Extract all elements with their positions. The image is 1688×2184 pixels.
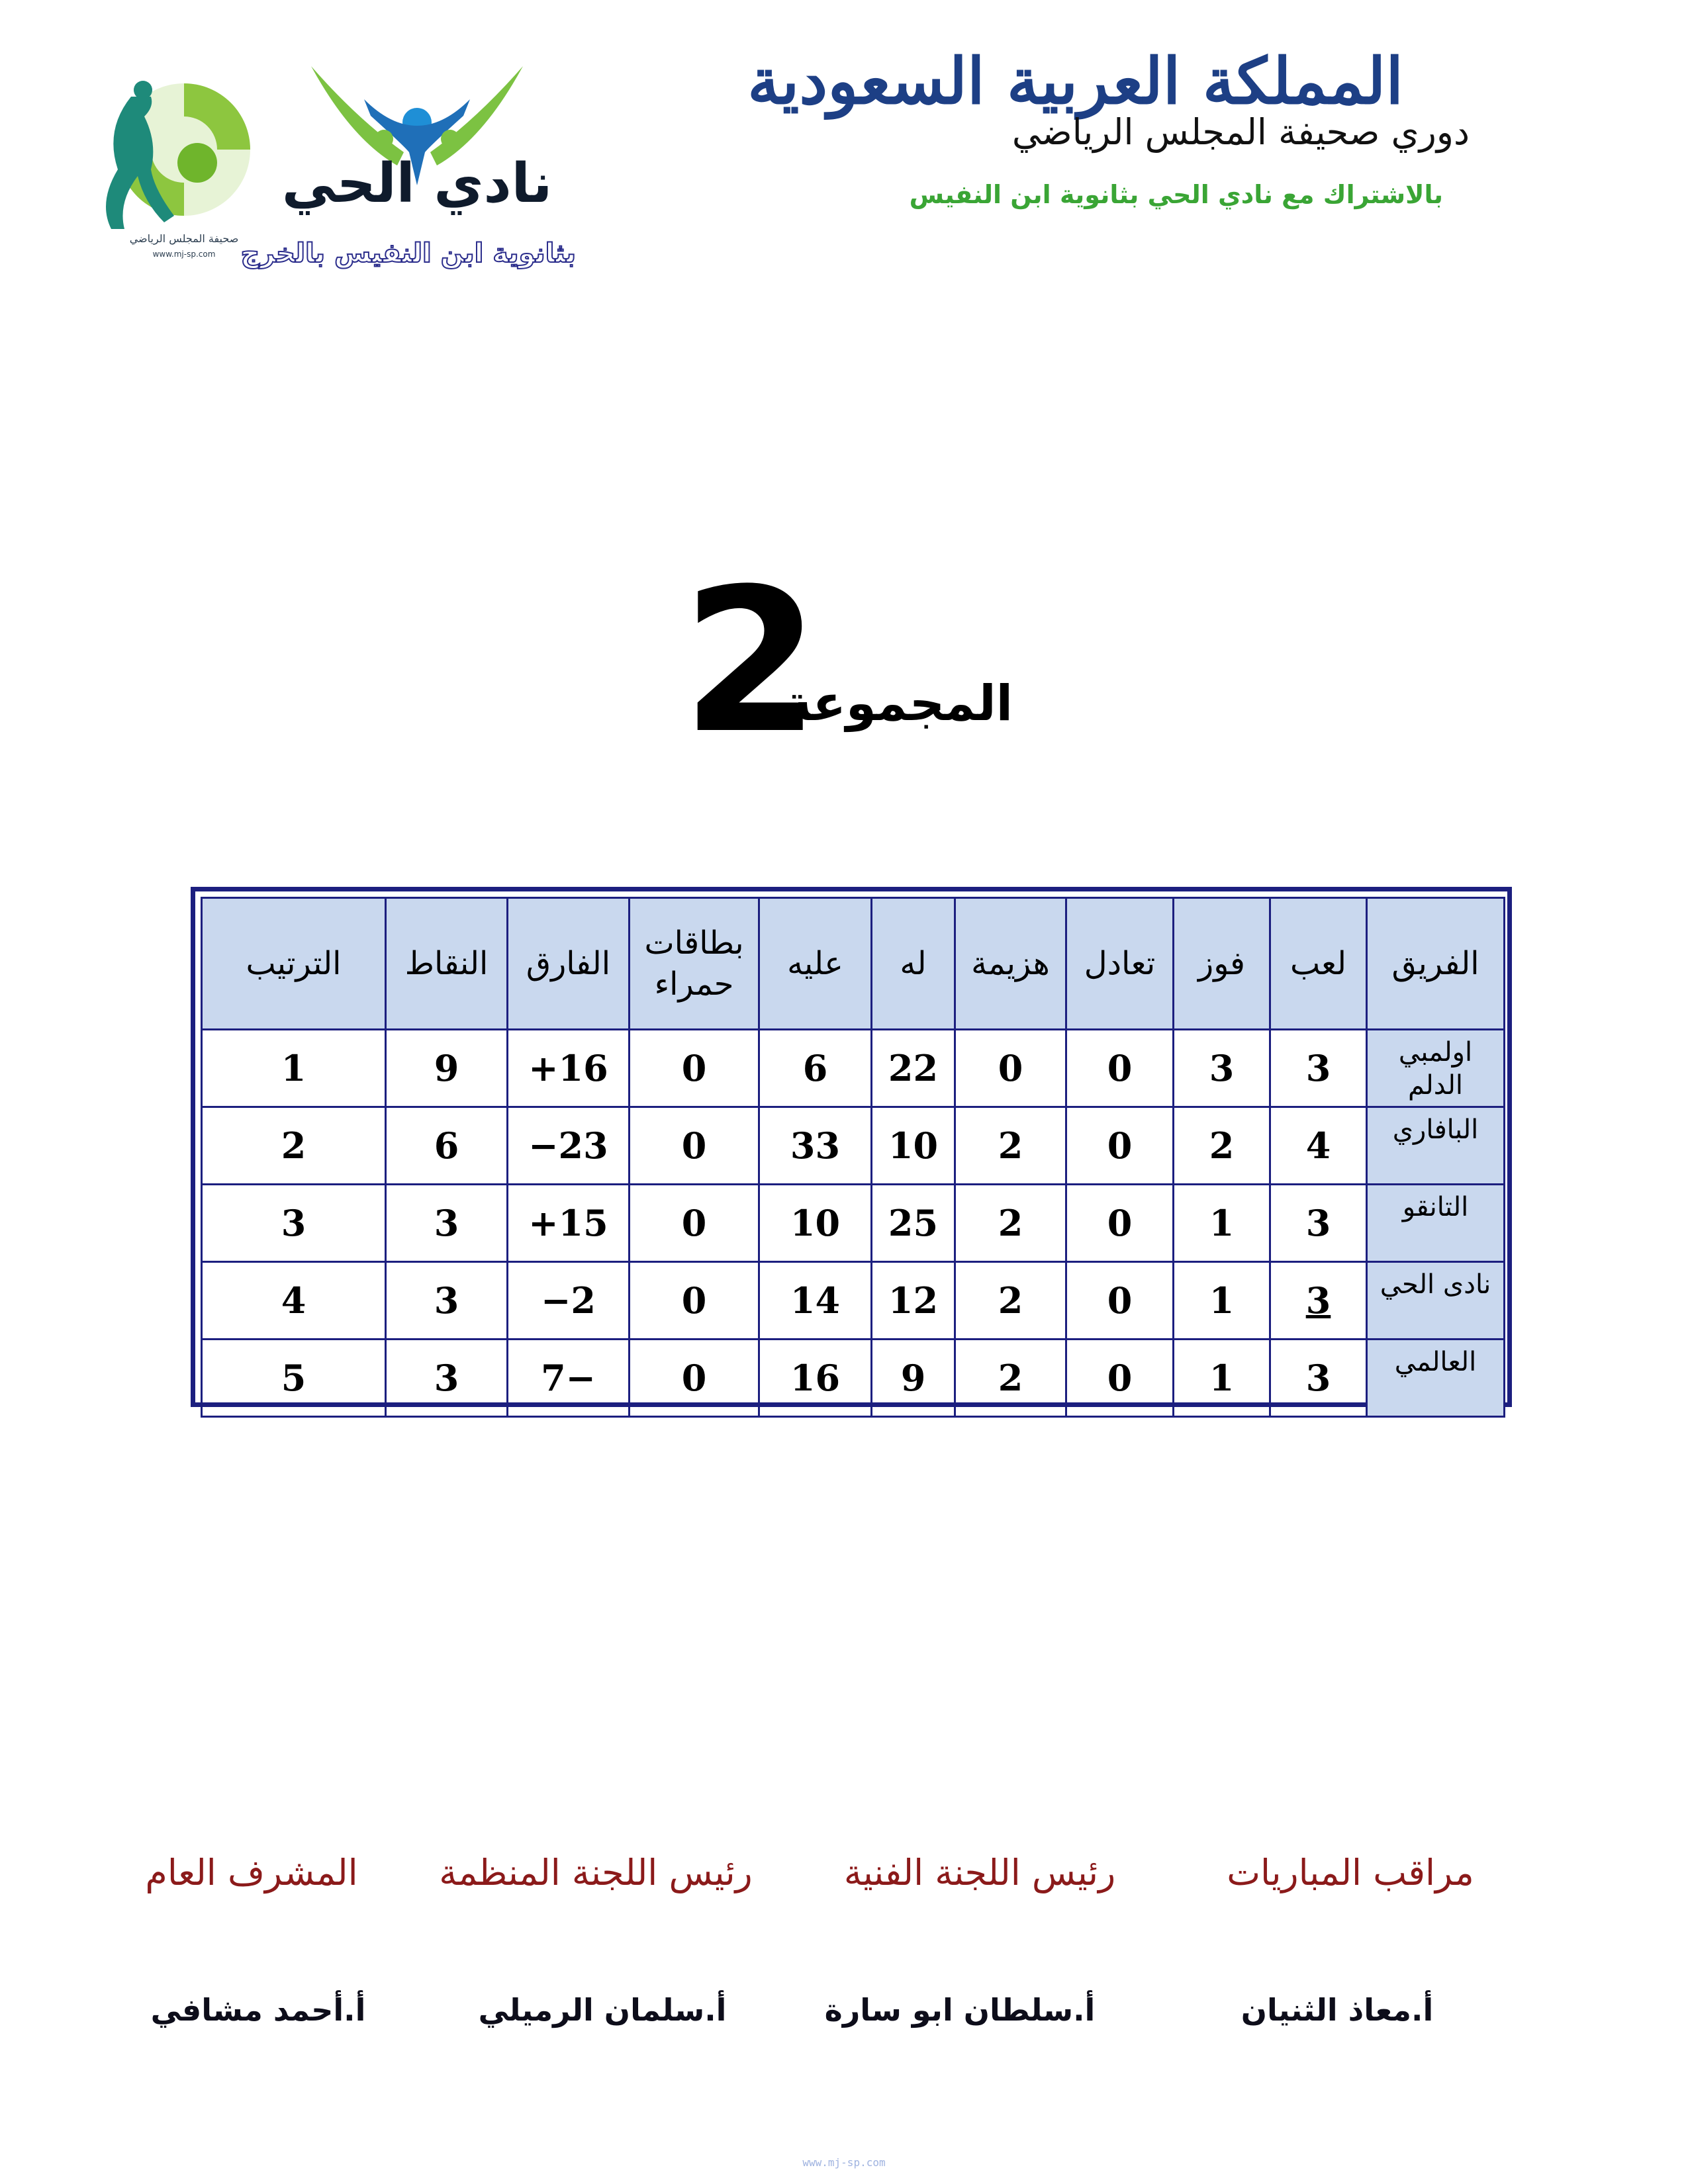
signature-name-general-supervisor: أ.أحمد مشافي xyxy=(150,1992,366,2028)
won-cell: 3 xyxy=(1174,1030,1270,1107)
rank-cell: 2 xyxy=(202,1107,386,1185)
points-cell: 3 xyxy=(386,1262,508,1340)
goals-for-cell: 9 xyxy=(872,1340,955,1417)
goals-against-cell: 16 xyxy=(759,1340,872,1417)
header-goals-for: له xyxy=(872,898,955,1030)
played-cell: 4 xyxy=(1270,1107,1367,1185)
red-cards-cell: 0 xyxy=(630,1107,759,1185)
sports-logo-url: www.mj-sp.com xyxy=(152,250,216,259)
club-logo-subtitle: بثانوية ابن النفيس بالخرج xyxy=(240,238,576,269)
table-row xyxy=(202,1185,1505,1262)
points-cell: 3 xyxy=(386,1340,508,1417)
rank-cell: 3 xyxy=(202,1185,386,1262)
drawn-cell: 0 xyxy=(1066,1185,1174,1262)
signature-name-organizing-committee: أ.سلمان الرميلي xyxy=(478,1992,727,2028)
sports-logo-caption: صحيفة المجلس الرياضي xyxy=(129,232,239,245)
red-cards-cell: 0 xyxy=(630,1340,759,1417)
signature-title-organizing-committee: رئيس اللجنة المنظمة xyxy=(439,1852,753,1893)
kingdom-emblem-text: المملكة العربية السعودية xyxy=(747,44,1403,118)
goal-difference-cell: −2 xyxy=(508,1262,630,1340)
team-name: التانقو xyxy=(1367,1185,1505,1262)
won-cell: 1 xyxy=(1174,1262,1270,1340)
goal-difference-cell: 7− xyxy=(508,1340,630,1417)
team-name: اولمبي الدلم xyxy=(1367,1030,1505,1107)
won-cell: 1 xyxy=(1174,1340,1270,1417)
played-cell xyxy=(1270,1262,1367,1340)
rank-cell: 1 xyxy=(202,1030,386,1107)
header-lost: هزيمة xyxy=(955,898,1066,1030)
goals-against-cell: 33 xyxy=(759,1107,872,1185)
standings-table-frame xyxy=(191,887,1512,1407)
header-rank: الترتيب xyxy=(202,898,386,1030)
red-cards-cell: 0 xyxy=(630,1262,759,1340)
header-team: الفريق xyxy=(1367,898,1505,1030)
goal-difference-cell: −23 xyxy=(508,1107,630,1185)
lost-cell: 2 xyxy=(955,1340,1066,1417)
group-label: المجموعة xyxy=(782,675,1013,732)
group-number: 2 xyxy=(682,546,820,777)
team-name: البافاري xyxy=(1367,1107,1505,1185)
header-played: لعب xyxy=(1270,898,1367,1030)
table-header-row xyxy=(202,898,1505,1030)
drawn-cell: 0 xyxy=(1066,1030,1174,1107)
signature-title-match-observer: مراقب المباريات xyxy=(1227,1852,1474,1893)
goals-against-cell: 6 xyxy=(759,1030,872,1107)
goals-for-cell: 25 xyxy=(872,1185,955,1262)
table-row xyxy=(202,1340,1505,1417)
partnership-line: بالاشتراك مع نادي الحي بثانوية ابن النفيس xyxy=(909,180,1443,209)
drawn-cell: 0 xyxy=(1066,1340,1174,1417)
header-won: فوز xyxy=(1174,898,1270,1030)
team-name: نادى الحي xyxy=(1367,1262,1505,1340)
played-cell: 3 xyxy=(1270,1030,1367,1107)
played-value-underlined: 3 xyxy=(1305,1279,1331,1322)
red-cards-cell: 0 xyxy=(630,1185,759,1262)
header-points: النقاط xyxy=(386,898,508,1030)
goals-for-cell: 10 xyxy=(872,1107,955,1185)
signature-name-match-observer: أ.معاذ الثنيان xyxy=(1241,1992,1434,2028)
goal-difference-cell: +15 xyxy=(508,1185,630,1262)
table-row xyxy=(202,1262,1505,1340)
goal-difference-cell: +16 xyxy=(508,1030,630,1107)
header-drawn: تعادل xyxy=(1066,898,1174,1030)
sports-newspaper-logo-icon xyxy=(91,70,250,262)
goals-against-cell: 10 xyxy=(759,1185,872,1262)
red-cards-cell: 0 xyxy=(630,1030,759,1107)
footer-url: www.mj-sp.com xyxy=(802,2156,886,2169)
signature-title-technical-committee: رئيس اللجنة الفنية xyxy=(843,1852,1116,1893)
drawn-cell: 0 xyxy=(1066,1107,1174,1185)
rank-cell: 5 xyxy=(202,1340,386,1417)
goals-against-cell: 14 xyxy=(759,1262,872,1340)
points-cell: 3 xyxy=(386,1185,508,1262)
goals-for-cell: 12 xyxy=(872,1262,955,1340)
club-logo-name: نادي الحي xyxy=(281,152,553,215)
league-title: دوري صحيفة المجلس الرياضي xyxy=(1011,111,1470,153)
header-red-cards: بطاقات حمراء xyxy=(630,898,759,1030)
group-heading xyxy=(682,546,1013,777)
drawn-cell: 0 xyxy=(1066,1262,1174,1340)
won-cell: 1 xyxy=(1174,1185,1270,1262)
points-cell: 9 xyxy=(386,1030,508,1107)
signature-name-technical-committee: أ.سلطان ابو سارة xyxy=(824,1992,1096,2028)
won-cell: 2 xyxy=(1174,1107,1270,1185)
header-goals-against: عليه xyxy=(759,898,872,1030)
signature-title-general-supervisor: المشرف العام xyxy=(145,1852,358,1893)
played-cell: 3 xyxy=(1270,1340,1367,1417)
lost-cell: 2 xyxy=(955,1185,1066,1262)
goals-for-cell: 22 xyxy=(872,1030,955,1107)
lost-cell: 0 xyxy=(955,1030,1066,1107)
table-row xyxy=(202,1030,1505,1107)
points-cell: 6 xyxy=(386,1107,508,1185)
rank-cell: 4 xyxy=(202,1262,386,1340)
played-cell: 3 xyxy=(1270,1185,1367,1262)
standings-table xyxy=(201,897,1505,1418)
team-name: العالمي xyxy=(1367,1340,1505,1417)
table-row xyxy=(202,1107,1505,1185)
lost-cell: 2 xyxy=(955,1107,1066,1185)
header-goal-difference: الفارق xyxy=(508,898,630,1030)
lost-cell: 2 xyxy=(955,1262,1066,1340)
